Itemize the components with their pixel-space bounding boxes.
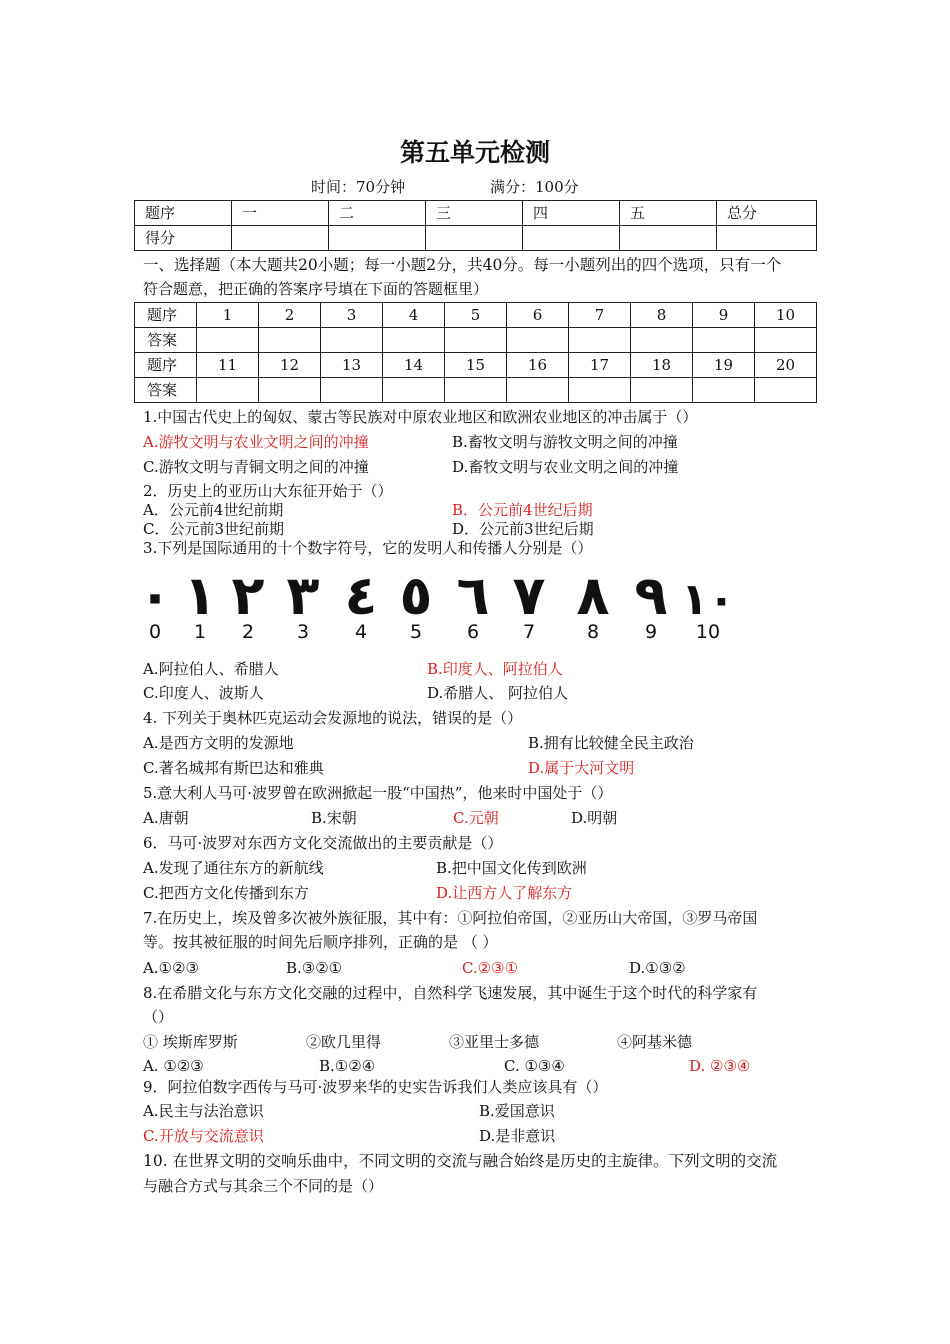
- seq-cell: 11: [197, 353, 259, 378]
- western-numeral: 3: [296, 621, 310, 643]
- western-numeral: 9: [644, 621, 658, 643]
- answer-cell[interactable]: [445, 328, 507, 353]
- q10-stem-line1: 10. 在世界文明的交响乐曲中，不同文明的交流与融合始终是历史的主旋律。下列文明的交流: [143, 1152, 778, 1170]
- q10-stem-line2: 与融合方式与其余三个不同的是（）: [143, 1177, 384, 1195]
- score-header-cell: 四: [523, 201, 620, 226]
- arabic-numeral: ١٠: [681, 574, 735, 625]
- q4-option-a[interactable]: A.是西方文明的发源地: [143, 734, 294, 752]
- western-numeral: 10: [695, 621, 721, 643]
- q5-option-c[interactable]: C.元朝: [453, 809, 499, 827]
- seq-cell: 15: [445, 353, 507, 378]
- q4-option-c[interactable]: C.著名城邦有斯巴达和雅典: [143, 759, 324, 777]
- q5-option-b[interactable]: B.宋朝: [311, 809, 357, 827]
- seq-cell: 12: [259, 353, 321, 378]
- q1-option-d[interactable]: D.畜牧文明与农业文明之间的冲撞: [452, 458, 679, 476]
- q3-option-b[interactable]: B.印度人、阿拉伯人: [427, 660, 563, 678]
- q8-choice-4: ④阿基米德: [617, 1033, 693, 1051]
- seq-cell: 20: [755, 353, 817, 378]
- seq-cell: 9: [693, 303, 755, 328]
- score-table-header-row: [135, 201, 817, 226]
- q4-stem: 4. 下列关于奥林匹克运动会发源地的说法，错误的是（）: [143, 709, 523, 727]
- answer-table-seq-row: [135, 353, 817, 378]
- score-row-label: 得分: [135, 226, 232, 251]
- score-cell[interactable]: [426, 226, 523, 251]
- q6-option-c[interactable]: C.把西方文化传播到东方: [143, 884, 309, 902]
- answer-cell[interactable]: [259, 328, 321, 353]
- q4-option-d[interactable]: D.属于大河文明: [528, 759, 635, 777]
- q1-option-a[interactable]: A.游牧文明与农业文明之间的冲撞: [143, 433, 369, 451]
- answer-cell[interactable]: [693, 328, 755, 353]
- arabic-numeral: ٢: [231, 564, 265, 627]
- seq-cell: 10: [755, 303, 817, 328]
- answer-cell[interactable]: [383, 378, 445, 403]
- answer-cell[interactable]: [507, 328, 569, 353]
- q2-option-c[interactable]: C．公元前3世纪前期: [143, 520, 285, 538]
- answer-table-answer-row: [135, 328, 817, 353]
- time-label: 时间：70分钟: [311, 178, 406, 196]
- seq-cell: 2: [259, 303, 321, 328]
- score-cell[interactable]: [620, 226, 717, 251]
- q5-option-d[interactable]: D.明朝: [571, 809, 618, 827]
- q3-option-a[interactable]: A.阿拉伯人、希腊人: [143, 660, 279, 678]
- score-label: 满分：100分: [490, 178, 579, 196]
- q5-option-a[interactable]: A.唐朝: [143, 809, 189, 827]
- score-header-cell: 五: [620, 201, 717, 226]
- q1-option-c[interactable]: C.游牧文明与青铜文明之间的冲撞: [143, 458, 369, 476]
- q8-stem-line1: 8.在希腊文化与东方文化交融的过程中，自然科学飞速发展，其中诞生于这个时代的科学家有: [143, 984, 758, 1002]
- q8-stem-line2: （）: [143, 1008, 174, 1026]
- score-header-cell: 一: [232, 201, 329, 226]
- answer-cell[interactable]: [755, 328, 817, 353]
- answer-cell[interactable]: [197, 328, 259, 353]
- q8-option-c[interactable]: C. ①③④: [504, 1057, 565, 1075]
- seq-cell: 14: [383, 353, 445, 378]
- q8-choice-3: ③亚里士多德: [449, 1033, 540, 1051]
- score-table: [134, 200, 817, 251]
- q3-option-c[interactable]: C.印度人、波斯人: [143, 684, 264, 702]
- q7-stem-line1: 7.在历史上，埃及曾多次被外族征服，其中有：①阿拉伯帝国，②亚历山大帝国，③罗马帝国: [143, 909, 758, 927]
- q1-option-b[interactable]: B.畜牧文明与游牧文明之间的冲撞: [452, 433, 678, 451]
- seq-cell: 7: [569, 303, 631, 328]
- q2-option-b[interactable]: B．公元前4世纪后期: [452, 501, 593, 519]
- section1-intro-line1: 一、选择题（本大题共20小题；每一小题2分，共40分。每一小题列出的四个选项，只有一个: [143, 256, 782, 274]
- answer-cell[interactable]: [755, 378, 817, 403]
- answer-label: 答案: [135, 328, 197, 353]
- arabic-numeral: ٨: [576, 564, 610, 627]
- score-header-cell: 三: [426, 201, 523, 226]
- q6-option-b[interactable]: B.把中国文化传到欧洲: [436, 859, 587, 877]
- q7-stem-line2: 等。按其被征服的时间先后顺序排列，正确的是 （ ）: [143, 933, 498, 951]
- western-numeral: 4: [354, 621, 368, 643]
- q4-option-b[interactable]: B.拥有比较健全民主政治: [528, 734, 694, 752]
- answer-cell[interactable]: [631, 328, 693, 353]
- answer-cell[interactable]: [507, 378, 569, 403]
- q9-option-c[interactable]: C.开放与交流意识: [143, 1127, 264, 1145]
- q7-option-c[interactable]: C.②③①: [462, 959, 519, 977]
- q9-option-a[interactable]: A.民主与法治意识: [143, 1102, 264, 1120]
- page-title: 第五单元检测: [399, 138, 550, 167]
- answer-cell[interactable]: [693, 378, 755, 403]
- q2-stem: 2．历史上的亚历山大东征开始于（）: [143, 482, 393, 500]
- score-header-cell: 题序: [135, 201, 232, 226]
- q3-option-d[interactable]: D.希腊人、 阿拉伯人: [427, 684, 569, 702]
- western-numeral: 0: [148, 621, 162, 643]
- answer-cell[interactable]: [383, 328, 445, 353]
- answer-cell[interactable]: [445, 378, 507, 403]
- score-cell[interactable]: [232, 226, 329, 251]
- answer-cell[interactable]: [569, 328, 631, 353]
- seq-cell: 16: [507, 353, 569, 378]
- answer-table: [134, 302, 817, 403]
- q8-choice-1: ① 埃斯库罗斯: [143, 1033, 238, 1051]
- answer-table-seq-row: [135, 303, 817, 328]
- score-table-score-row: [135, 226, 817, 251]
- q2-option-a[interactable]: A．公元前4世纪前期: [143, 501, 284, 519]
- score-cell[interactable]: [523, 226, 620, 251]
- answer-cell[interactable]: [631, 378, 693, 403]
- q8-choice-2: ②欧几里得: [306, 1033, 382, 1051]
- q6-option-a[interactable]: A.发现了通往东方的新航线: [143, 859, 324, 877]
- arabic-numeral: ٧: [512, 564, 546, 627]
- q7-option-a[interactable]: A.①②③: [143, 959, 199, 977]
- answer-table-answer-row: [135, 378, 817, 403]
- seq-cell: 4: [383, 303, 445, 328]
- q5-stem: 5.意大利人马可·波罗曾在欧洲掀起一股“中国热”，他来时中国处于（）: [143, 784, 613, 802]
- score-header-cell: 总分: [717, 201, 817, 226]
- seq-cell: 18: [631, 353, 693, 378]
- q2-option-d[interactable]: D．公元前3世纪后期: [452, 520, 594, 538]
- answer-label: 答案: [135, 378, 197, 403]
- numerals-image: [138, 562, 739, 644]
- western-numeral: 7: [522, 621, 536, 643]
- seq-cell: 8: [631, 303, 693, 328]
- seq-cell: 19: [693, 353, 755, 378]
- q7-option-d[interactable]: D.①③②: [629, 959, 686, 977]
- q6-option-d[interactable]: D.让西方人了解东方: [436, 884, 573, 902]
- q3-stem: 3.下列是国际通用的十个数字符号，它的发明人和传播人分别是（）: [143, 539, 593, 557]
- arabic-numeral: ٠: [138, 564, 172, 627]
- answer-cell[interactable]: [569, 378, 631, 403]
- arabic-numeral: ٣: [286, 564, 320, 627]
- seq-cell: 6: [507, 303, 569, 328]
- seq-label: 题序: [135, 303, 197, 328]
- seq-cell: 1: [197, 303, 259, 328]
- western-numeral: 6: [466, 621, 480, 643]
- seq-cell: 17: [569, 353, 631, 378]
- answer-cell[interactable]: [197, 378, 259, 403]
- q6-stem: 6．马可·波罗对东西方文化交流做出的主要贡献是（）: [143, 834, 503, 852]
- answer-cell[interactable]: [259, 378, 321, 403]
- q9-option-b[interactable]: B.爱国意识: [479, 1102, 555, 1120]
- arabic-numeral: ٥: [399, 564, 433, 627]
- arabic-numeral: ٦: [456, 564, 490, 627]
- q9-stem: 9．阿拉伯数字西传与马可·波罗来华的史实告诉我们人类应该具有（）: [143, 1078, 608, 1096]
- seq-cell: 5: [445, 303, 507, 328]
- q9-option-d[interactable]: D.是非意识: [479, 1127, 556, 1145]
- answer-cell[interactable]: [321, 328, 383, 353]
- score-cell[interactable]: [717, 226, 817, 251]
- answer-cell[interactable]: [321, 378, 383, 403]
- seq-cell: 13: [321, 353, 383, 378]
- seq-cell: 3: [321, 303, 383, 328]
- q8-option-d[interactable]: D. ②③④: [689, 1057, 751, 1075]
- arabic-numeral: ٩: [634, 564, 668, 627]
- western-numeral: 2: [241, 621, 255, 643]
- western-numeral: 1: [193, 621, 207, 643]
- q8-option-b[interactable]: B.①②④: [319, 1057, 376, 1075]
- section1-intro-line2: 符合题意，把正确的答案序号填在下面的答题框里）: [143, 280, 489, 298]
- q1-stem: 1.中国古代史上的匈奴、蒙古等民族对中原农业地区和欧洲农业地区的冲击属于（）: [143, 408, 698, 426]
- q8-option-a[interactable]: A. ①②③: [143, 1057, 204, 1075]
- score-header-cell: 二: [329, 201, 426, 226]
- western-numeral: 5: [409, 621, 423, 643]
- arabic-numeral: ٤: [344, 564, 378, 627]
- seq-label: 题序: [135, 353, 197, 378]
- score-cell[interactable]: [329, 226, 426, 251]
- q7-option-b[interactable]: B.③②①: [286, 959, 343, 977]
- arabic-numeral: ١: [183, 564, 217, 627]
- western-numeral: 8: [586, 621, 600, 643]
